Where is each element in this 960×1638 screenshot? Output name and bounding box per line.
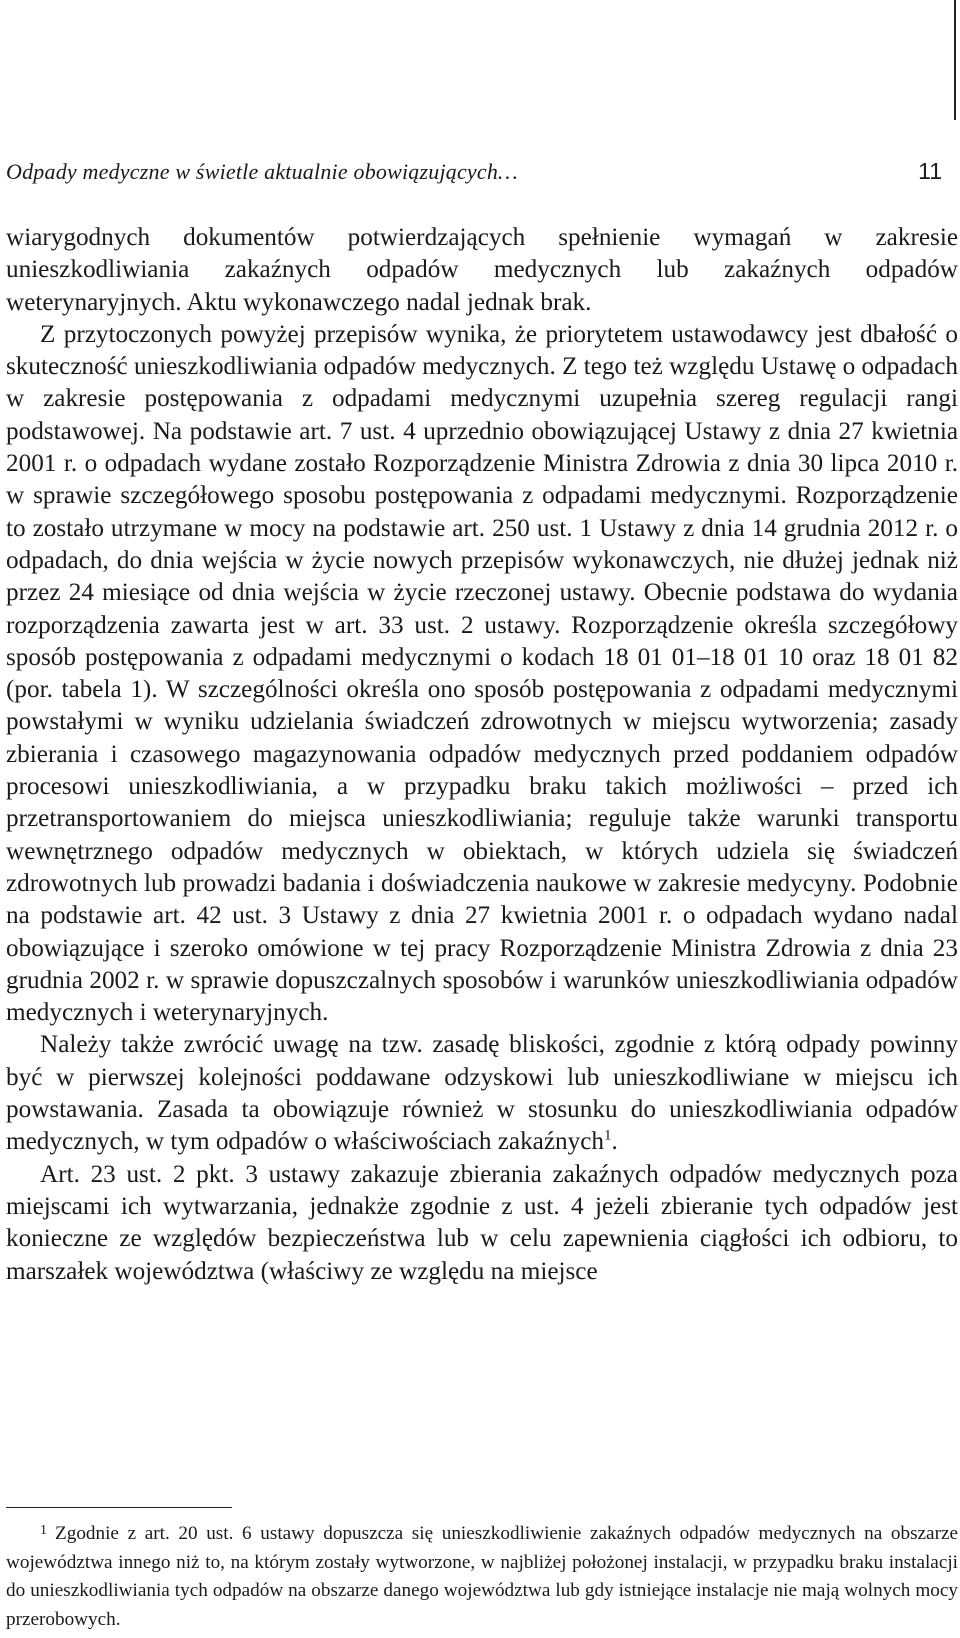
paragraph-4: Art. 23 ust. 2 pkt. 3 ustawy zakazuje zbierania zakaźnych odpadów medycznych poza miejscami ich wytwarzania, jednakże zgodnie z ust. 4 jeżeli zbieranie tych odpadów jest konieczne ze względów bezpieczeństwa lub w celu zapewnienia ciągłości ich odbioru, to marszałek województwa (właściwy ze względu na miejsce (6, 1160, 958, 1285)
footnote-paragraph (6, 1517, 958, 1634)
footnote (6, 1517, 958, 1634)
body-text (6, 222, 958, 1288)
paragraph-3 (6, 1029, 958, 1158)
footnote-reference[interactable]: 1 (604, 1127, 612, 1144)
paragraph-3-end: . (611, 1128, 618, 1156)
running-header (6, 158, 950, 198)
running-title: Odpady medyczne w świetle aktualnie obowiązujących… (6, 159, 518, 184)
page-edge-rule (954, 0, 956, 120)
footnote-text: Zgodnie z art. 20 ust. 6 ustawy dopuszcza się unieszkodliwienie zakaźnych odpadów medycznych na obszarze województwa innego niż to, na którym zostały wytworzone, w najbliżej położonej instalacji, w przypadku braku instalacji do unieszkodliwiania tych odpadów na obszarze danego województwa lub gdy istniejące instalacje nie mają wolnych mocy przerobowych. (6, 1523, 958, 1630)
paragraph-2: Z przytoczonych powyżej przepisów wynika, że priorytetem ustawodawcy jest dbałość o skuteczność unieszkodliwiania odpadów medycznych. Z tego też względu Ustawę o odpadach w zakresie postępowania z odpadami medycznymi uzupełnia szereg regulacji rangi podstawowej. Na podstawie art. 7 ust. 4 uprzednio obowiązującej Ustawy z dnia 27 kwietnia 2001 r. o odpadach wydane zostało Rozporządzenie Ministra Zdrowia z dnia 30 lipca 2010 r. w sprawie szczegółowego sposobu postępowania z odpadami medycznymi. Rozporządzenie to zostało utrzymane w mocy na podstawie art. 250 ust. 1 Ustawy z dnia 14 grudnia 2012 r. o odpadach, do dnia wejścia w życie nowych przepisów wykonawczych, nie dłużej jednak niż przez 24 miesiące od dnia wejścia w życie rzeczonej ustawy. Obecnie podstawa do wydania rozporządzenia zawarta jest w art. 33 ust. 2 ustawy. Rozporządzenie określa szczegółowy sposób postępowania z odpadami medycznymi o kodach 18 01 01–18 01 10 oraz 18 01 82 (por. tabela 1). W szczególności określa ono sposób postępowania z odpadami medycznymi powstałymi w wyniku udzielania świadczeń zdrowotnych w miejscu wytworzenia; zasady zbierania i czasowego magazynowania odpadów medycznych przed poddaniem odpadów procesowi unieszkodliwiania, a w przypadku braku takich możliwości – przed ich przetransportowaniem do miejsca unieszkodliwiania; reguluje także warunki transportu wewnętrznego odpadów medycznych w obiektach, w których udziela się świadczeń zdrowotnych lub prowadzi badania i doświadczenia naukowe w zakresie medycyny. Podobnie na podstawie art. 42 ust. 3 Ustawy z dnia 27 kwietnia 2001 r. o odpadach wydano nadal obowiązujące i szeroko omówione w tej pracy Rozporządzenie Ministra Zdrowia z dnia 23 grudnia 2002 r. w sprawie dopuszczalnych sposobów i warunków unieszkodliwiania odpadów medycznych i weterynaryjnych. (6, 320, 958, 1027)
page-number: 11 (918, 158, 942, 184)
paragraph-3-text: Należy także zwrócić uwagę na tzw. zasadę bliskości, zgodnie z którą odpady powinny być w pierwszej kolejności poddawane odzyskowi lub unieszkodliwiane w miejscu ich powstawania. Zasada ta obowiązuje również w stosunku do unieszkodliwiania odpadów medycznych, w tym odpadów o właściwościach zakaźnych (6, 1031, 958, 1156)
paragraph-1: wiarygodnych dokumentów potwierdzających spełnienie wymagań w zakresie unieszkodliwiania zakaźnych odpadów medycznych lub zakaźnych odpadów weterynaryjnych. Aktu wykonawczego nadal jednak brak. (6, 224, 958, 316)
footnote-number: 1 (40, 1523, 47, 1538)
footnote-separator (6, 1507, 232, 1508)
